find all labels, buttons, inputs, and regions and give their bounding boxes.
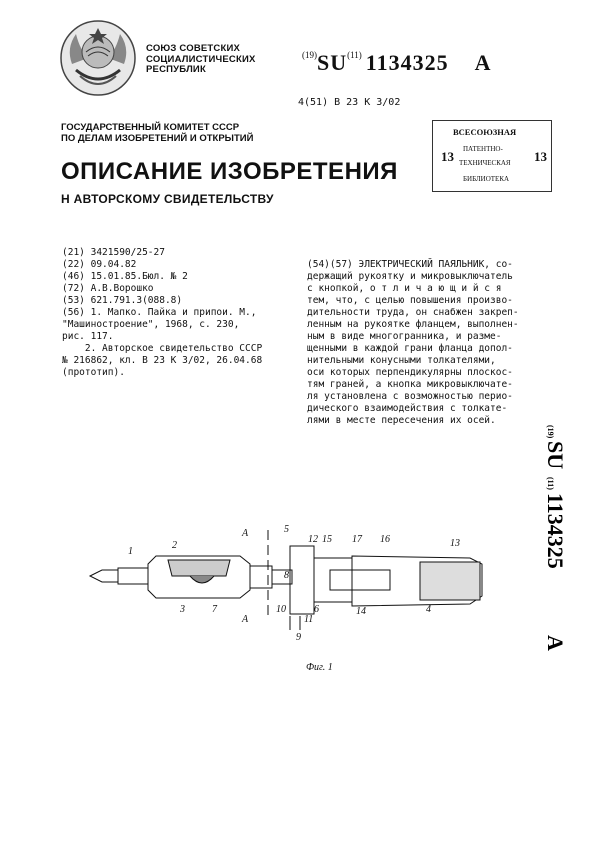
side-code-19: (19) [546,425,555,439]
figure-caption: Фиг. 1 [306,662,333,673]
abstract-line: лями в месте пересечения их осей. [307,415,496,426]
stamp-number: 13 [534,149,547,164]
document-subtitle: Н АВТОРСКОМУ СВИДЕТЕЛЬСТВУ [61,192,274,206]
figure-label: 8 [284,570,289,581]
figure-label: 10 [276,604,286,615]
biblio-line: (22) 09.04.82 [62,259,137,270]
stamp-line: ВСЕСОЮЗНАЯ [453,127,517,137]
stamp-line: ПАТЕНТНО- [463,145,503,153]
stamp-number: 13 [441,149,454,164]
abstract-line: (54)(57) ЭЛЕКТРИЧЕСКИЙ ПАЯЛЬНИК, со- [307,259,513,270]
biblio-line: (53) 621.791.3(088.8) [62,295,183,306]
tip-holder [118,568,148,584]
union-name [146,44,256,76]
union-line: РЕСПУБЛИК [146,64,206,75]
biblio-line: (46) 15.01.85.Бюл. № 2 [62,271,188,282]
abstract-line: дического взаимодействия с толкате- [307,403,508,414]
biblio-line: "Машиностроение", 1968, с. 230, [62,319,240,330]
figure-label: 5 [284,524,289,535]
abstract-line: нительными конусными толкателями, [307,355,496,366]
biblio-line: (21) 3421590/25-27 [62,247,165,258]
biblio-line: (56) 1. Мапко. Пайка и припои. М., [62,307,257,318]
side-kind-code: A [543,635,568,651]
figure-label: 14 [356,606,366,617]
ussr-emblem-icon [58,18,138,98]
biblio-line: 2. Авторское свидетельство СССР [62,343,263,354]
biblio-line: № 216862, кл. В 23 К 3/02, 26.04.68 [62,355,263,366]
stamp-line: БИБЛИОТЕКА [463,175,510,183]
figure-label: 7 [212,604,217,615]
figure-label: 13 [450,538,460,549]
abstract-line: дительности труда, он снабжен закреп- [307,307,519,318]
tip-shape [90,570,118,582]
publication-number [302,50,490,76]
figure-label: 15 [322,534,332,545]
section-label: А [242,614,249,625]
figure-label: 11 [304,614,314,625]
committee-name [61,122,253,144]
abstract-line: ным в виде многогранника, и разме- [307,331,502,342]
figure-label: 4 [426,604,431,615]
figure-label: 12 [308,534,318,545]
bibliographic-data [62,247,262,379]
abstract-line: тям граней, а кнопка микровыключате- [307,379,513,390]
code-19: (19) [302,50,317,60]
abstract-line: ля установлена с возможностью перио- [307,391,513,402]
biblio-line: (72) А.В.Ворошко [62,283,154,294]
union-line: СОЮЗ СОВЕТСКИХ [146,43,241,54]
kind-code: A [474,50,491,75]
stamp-line: ТЕХНИЧЕСКАЯ [459,159,511,167]
ipc-classification: 4(51) В 23 К 3/02 [298,97,401,108]
abstract-line: ленным на рукоятке фланцем, выполнен- [307,319,519,330]
code-11: (11) [347,50,362,60]
soldering-iron-drawing [90,520,500,660]
side-code-11: (11) [546,477,555,490]
figure-label: 16 [380,534,390,545]
figure-label: 2 [172,540,177,551]
union-line: СОЦИАЛИСТИЧЕСКИХ [146,53,256,65]
side-patent-number [520,425,568,665]
document-title: ОПИСАНИЕ ИЗОБРЕТЕНИЯ [61,158,398,185]
figure-label: 9 [296,632,301,643]
side-patent-digits: 1134325 [543,493,568,569]
abstract-line: оси которых перпендикулярны плоскос- [307,367,513,378]
abstract-line: с кнопкой, о т л и ч а ю щ и й с я [307,283,502,294]
country-code: SU [317,50,348,75]
abstract-line: держащий рукоятку и микровыключатель [307,271,513,282]
abstract-text [307,247,525,439]
side-country: SU [543,441,568,470]
biblio-line: рис. 117. [62,331,114,342]
figure-label: 17 [352,534,362,545]
library-stamp [432,120,552,192]
abstract-line: тем, что, с целью повышения произво- [307,295,513,306]
section-label: А [242,528,249,539]
committee-line: ПО ДЕЛАМ ИЗОБРЕТЕНИЙ И ОТКРЫТИЙ [61,133,254,144]
heating-element [168,560,230,576]
biblio-line: (прототип). [62,367,125,378]
figure-label: 3 [180,604,185,615]
abstract-line: щенными в каждой грани фланца допол- [307,343,513,354]
figure-label: 6 [314,604,319,615]
figure-label: 1 [128,546,133,557]
committee-line: ГОСУДАРСТВЕННЫЙ КОМИТЕТ СССР [61,122,240,133]
patent-number: 1134325 [365,50,449,75]
